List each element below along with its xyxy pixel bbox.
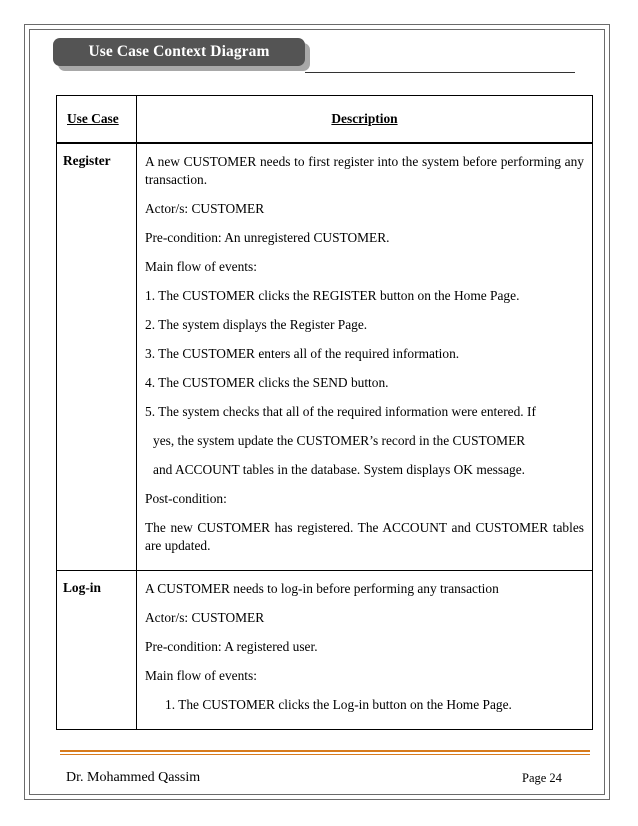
footer-author: Dr. Mohammed Qassim: [66, 770, 201, 785]
header-description: Description: [137, 96, 593, 144]
description-line: A CUSTOMER needs to log-in before performing any transaction: [145, 581, 499, 596]
use-case-description: [137, 571, 593, 730]
precondition-line: Pre-condition: An unregistered CUSTOMER.: [145, 230, 390, 245]
flow-step: 5. The system checks that all of the required information were entered. If: [145, 404, 536, 419]
footer-rule-thin: [60, 754, 590, 755]
flow-step: 3. The CUSTOMER enters all of the required information.: [145, 346, 460, 361]
section-title: Use Case Context Diagram: [53, 38, 305, 66]
flow-step: 1. The CUSTOMER clicks the REGISTER button on the Home Page.: [145, 288, 520, 303]
main-flow-label: Main flow of events:: [145, 668, 257, 683]
use-case-name: Register: [57, 143, 137, 571]
section-title-box: [53, 38, 305, 66]
description-line: A new CUSTOMER needs to first register into the system before performing any transaction.: [145, 154, 584, 187]
flow-step: 4. The CUSTOMER clicks the SEND button.: [145, 375, 389, 390]
flow-step: 2. The system displays the Register Page.: [145, 317, 368, 332]
postcondition-text: The new CUSTOMER has registered. The ACCOUNT and CUSTOMER tables are updated.: [145, 520, 584, 553]
actor-line: Actor/s: CUSTOMER: [145, 201, 265, 216]
use-case-table: [56, 95, 593, 730]
table-header-row: [57, 96, 593, 144]
table-row-login: [57, 571, 593, 730]
flow-step: 1. The CUSTOMER clicks the Log-in button on the Home Page.: [165, 697, 512, 712]
flow-step-continued: yes, the system update the CUSTOMER’s record in the CUSTOMER: [153, 433, 526, 448]
flow-step-continued: and ACCOUNT tables in the database. System displays OK message.: [153, 462, 526, 477]
footer-rule: [60, 750, 590, 752]
use-case-name: Log-in: [57, 571, 137, 730]
postcondition-label: Post-condition:: [145, 491, 227, 506]
precondition-line: Pre-condition: A registered user.: [145, 639, 318, 654]
header-use-case: Use Case: [57, 96, 137, 144]
main-flow-label: Main flow of events:: [145, 259, 257, 274]
use-case-description: [137, 143, 593, 571]
title-underline: [305, 72, 575, 73]
page-number: Page 24: [522, 771, 562, 785]
actor-line: Actor/s: CUSTOMER: [145, 610, 265, 625]
table-row-register: [57, 143, 593, 571]
